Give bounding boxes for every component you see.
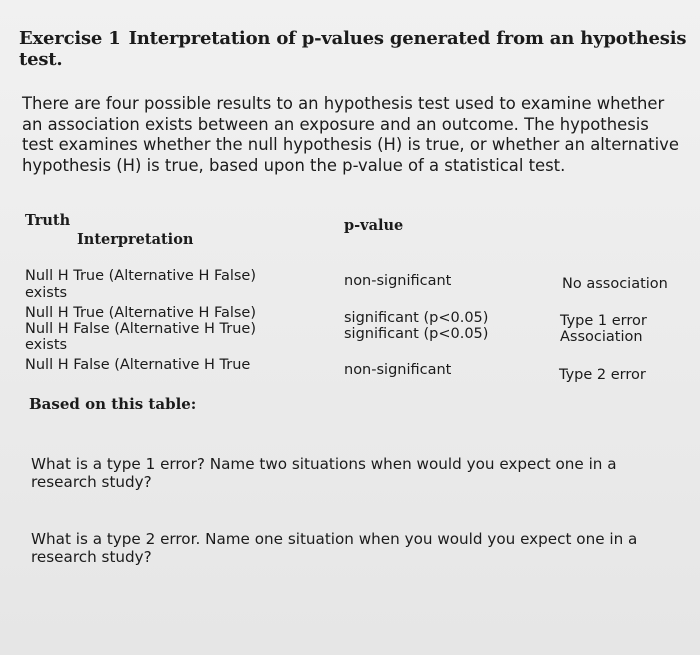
row3-pvalue: non-significant xyxy=(344,362,452,378)
exercise-title xyxy=(19,28,689,70)
exercise-heading: Interpretation of p-values generated from an hypothesis test. xyxy=(19,28,687,70)
exercise-number: Exercise 1 xyxy=(19,28,121,49)
row2-interpretation-line1: Type 1 error xyxy=(560,313,647,329)
question-type2: What is a type 2 error. Name one situation when you would you expect one in a research study? xyxy=(31,530,638,566)
row2-pvalue-line2: significant (p<0.05) xyxy=(344,326,489,342)
row1-pvalue: non-significant xyxy=(344,273,452,289)
row1-interpretation: No association xyxy=(562,276,668,292)
header-pvalue: p-value xyxy=(344,217,404,234)
row2-pvalue-line1: significant (p<0.05) xyxy=(344,310,489,326)
question-type1: What is a type 1 error? Name two situations when would you expect one in a research study? xyxy=(31,455,617,491)
row2-truth-line2: Null H False (Alternative H True) xyxy=(25,321,257,337)
row3-truth-line1: Null H False (Alternative H True xyxy=(25,357,251,373)
row1-truth-line1: Null H True (Alternative H False) xyxy=(25,268,257,284)
intro-paragraph: There are four possible results to an hypothesis test used to examine whether an association exists between an exposure and an outcome. The hypothesis test examines whether the null hypothesis (H) is true, or whether an alternative hypothesis (H) is true, based upon the p-value of a statistical test. xyxy=(22,94,679,175)
header-interpretation: Interpretation xyxy=(77,231,194,248)
row3-interpretation: Type 2 error xyxy=(559,367,646,383)
row2-interpretation-line2: Association xyxy=(560,329,643,345)
based-on-heading: Based on this table: xyxy=(29,395,197,413)
row2-truth-line1: Null H True (Alternative H False) xyxy=(25,305,257,321)
row2-truth-line3: exists xyxy=(25,337,68,353)
header-truth: Truth xyxy=(25,212,71,229)
row1-truth-line2: exists xyxy=(25,285,68,301)
